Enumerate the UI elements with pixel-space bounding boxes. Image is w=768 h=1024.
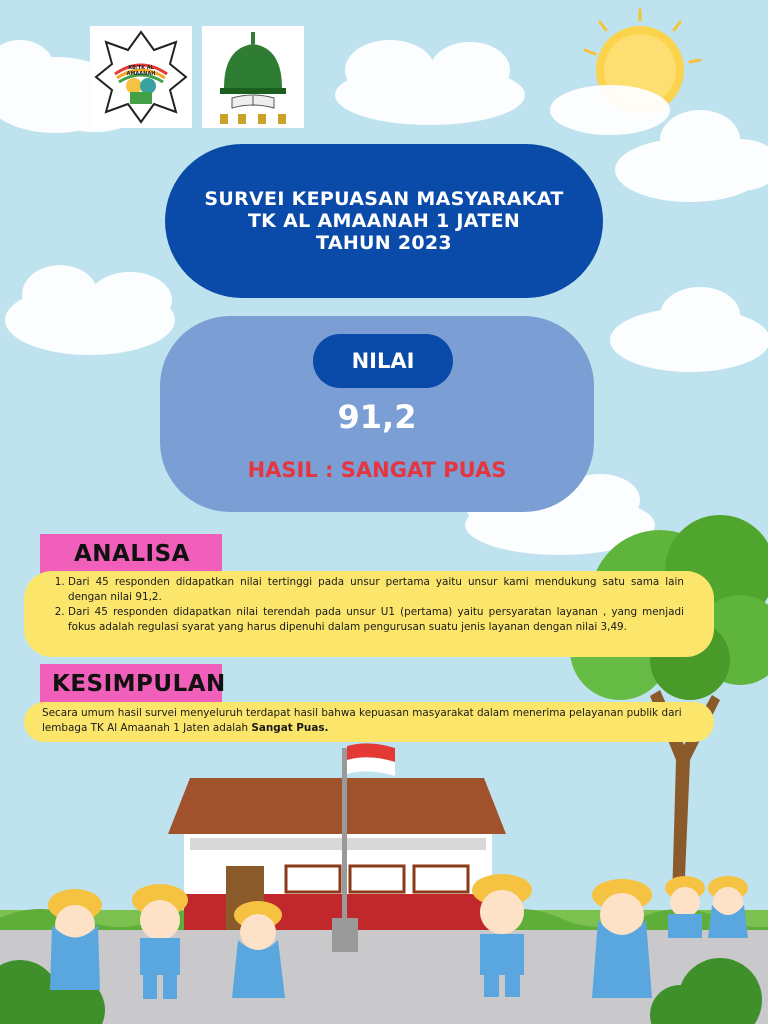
- logo-text: KB/TK AL AMAANAH: [126, 65, 156, 77]
- kesimpulan-panel: [24, 702, 714, 742]
- analisa-panel: [24, 571, 714, 657]
- analisa-list: [48, 575, 684, 635]
- score-result: HASIL : SANGAT PUAS: [247, 458, 507, 482]
- analisa-item: 2. Dari 45 responden didapatkan nilai terendah pada unsur U1 (pertama) yaitu persyaratan layanan , yang menjadi fokus adalah regulasi syarat yang harus dipenuhi dalam pengurusan suatu jenis layanan dengan nilai 3,49.: [68, 605, 684, 635]
- mosque-logo: [202, 26, 304, 128]
- title-line-2: TK AL AMAANAH 1 JATEN: [247, 210, 521, 232]
- score-label: NILAI: [313, 334, 453, 388]
- kesimpulan-text: Secara umum hasil survei menyeluruh terdapat hasil bahwa kepuasan masyarakat dalam menerima pelayanan publik dari lembaga TK Al Amaanah 1 Jaten adalah: [42, 707, 682, 734]
- analisa-item: 1. Dari 45 responden didapatkan nilai tertinggi pada unsur pertama yaitu unsur kami mendukung satu sama lain dengan nilai 91,2.: [68, 575, 684, 605]
- school-logo: [90, 26, 192, 128]
- kesimpulan-emphasis: Sangat Puas.: [251, 722, 329, 734]
- score-value: 91,2: [337, 398, 417, 436]
- school-building-illustration: [168, 778, 506, 930]
- kesimpulan-heading: KESIMPULAN: [40, 664, 222, 704]
- title-line-1: SURVEI KEPUASAN MASYARAKAT: [204, 188, 564, 210]
- mosque-icon: [202, 26, 304, 128]
- title-banner: [165, 144, 603, 298]
- analisa-heading: ANALISA: [40, 534, 222, 574]
- title-line-3: TAHUN 2023: [316, 232, 452, 254]
